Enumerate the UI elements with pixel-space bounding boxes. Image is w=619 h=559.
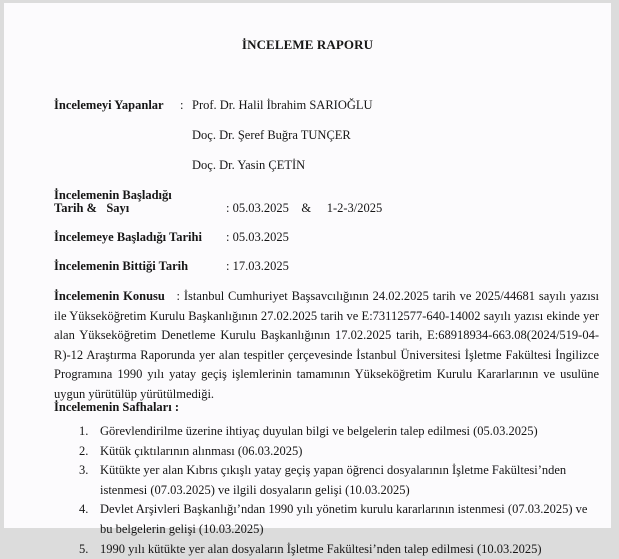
start-date-row xyxy=(54,230,202,245)
phases-heading: İncelemenin Safhaları : xyxy=(54,400,179,414)
phase-item xyxy=(76,461,599,500)
phase-item xyxy=(76,500,599,539)
report-title: İNCELEME RAPORU xyxy=(241,37,374,52)
phase-text: Görevlendirilme üzerine ihtiyaç duyulan bilgi ve belgelerin talep edilmesi (05.03.2025) xyxy=(100,424,538,438)
start-heading-label: İncelemenin Başladığı xyxy=(54,188,172,202)
phases-list xyxy=(76,422,599,559)
phase-item xyxy=(76,422,599,442)
end-date-value: : 17.03.2025 xyxy=(226,259,289,273)
date-number-label: Tarih & Sayı xyxy=(54,201,130,215)
subject-paragraph xyxy=(54,287,599,405)
phase-number: 2. xyxy=(79,443,89,458)
investigators-label: İncelemeyi Yapanlar xyxy=(54,98,164,112)
investigators-row xyxy=(54,98,164,113)
investigator-name: Doç. Dr. Yasin ÇETİN xyxy=(192,158,306,172)
phase-text: Devlet Arşivleri Başkanlığı’ndan 1990 yılı yönetim kurulu kararlarının istenmesi (07.03.2025) ve bu belgelerin gelişi (10.03.2025) xyxy=(100,502,588,536)
phase-text: Kütük çıktılarının alınması (06.03.2025) xyxy=(100,443,303,458)
end-date-label: İncelemenin Bittiği Tarih xyxy=(54,259,189,273)
subject-text: : İstanbul Cumhuriyet Başsavcılığının 24.02.2025 tarih ve 2025/44681 sayılı yazısı ile Yükseköğretim Kurulu Başkanlığının 27.02.2025 tarih ve E:73112577-640-14002 sayılı yazısı ekinde yer alan Yükseköğretim Denetleme Kurulu Başkanlığının 17.02.2025 tarih, E:68918934-663.08(2024/519-04-R)-12 Araştırma Raporunda yer alan tespitler çerçevesinde İstanbul Üniversitesi İşletme Fakültesi İngilizce Programına 1990 yılı yatay geçiş işlemlerinin tamamının Yükseköğretim Kurulu Kararlarının ve usulüne uygun yürütülüp yürütülmediği. xyxy=(54,289,599,401)
phase-text: Kütükte yer alan Kıbrıs çıkışlı yatay geçiş yapan öğrenci dosyalarının İşletme Fakültesi’nden istenmesi (07.03.2025) ve ilgili dosyaların gelişi (10.03.2025) xyxy=(100,463,567,497)
start-date-value: : 05.03.2025 xyxy=(226,230,289,244)
subject-label: İncelemenin Konusu xyxy=(54,289,165,303)
document-page xyxy=(4,3,611,556)
investigators-sep: : xyxy=(180,98,184,112)
phase-item xyxy=(76,442,599,462)
phase-text: 1990 yılı kütükte yer alan dosyaların İşletme Fakültesi’nden talep edilmesi (10.03.2025) xyxy=(100,541,542,556)
start-date-label: İncelemeye Başladığı Tarihi xyxy=(54,230,202,244)
phase-number: 4. xyxy=(79,502,89,517)
phase-number: 1. xyxy=(79,424,89,438)
phase-item xyxy=(76,540,599,559)
phase-number: 5. xyxy=(79,541,89,556)
end-date-row xyxy=(54,259,188,274)
investigator-name: Doç. Dr. Şeref Buğra TUNÇER xyxy=(192,128,351,142)
phase-number: 3. xyxy=(79,463,89,478)
investigator-name: Prof. Dr. Halil İbrahim SARIOĞLU xyxy=(192,98,373,112)
date-number-value: : 05.03.2025 & 1-2-3/2025 xyxy=(226,201,383,215)
